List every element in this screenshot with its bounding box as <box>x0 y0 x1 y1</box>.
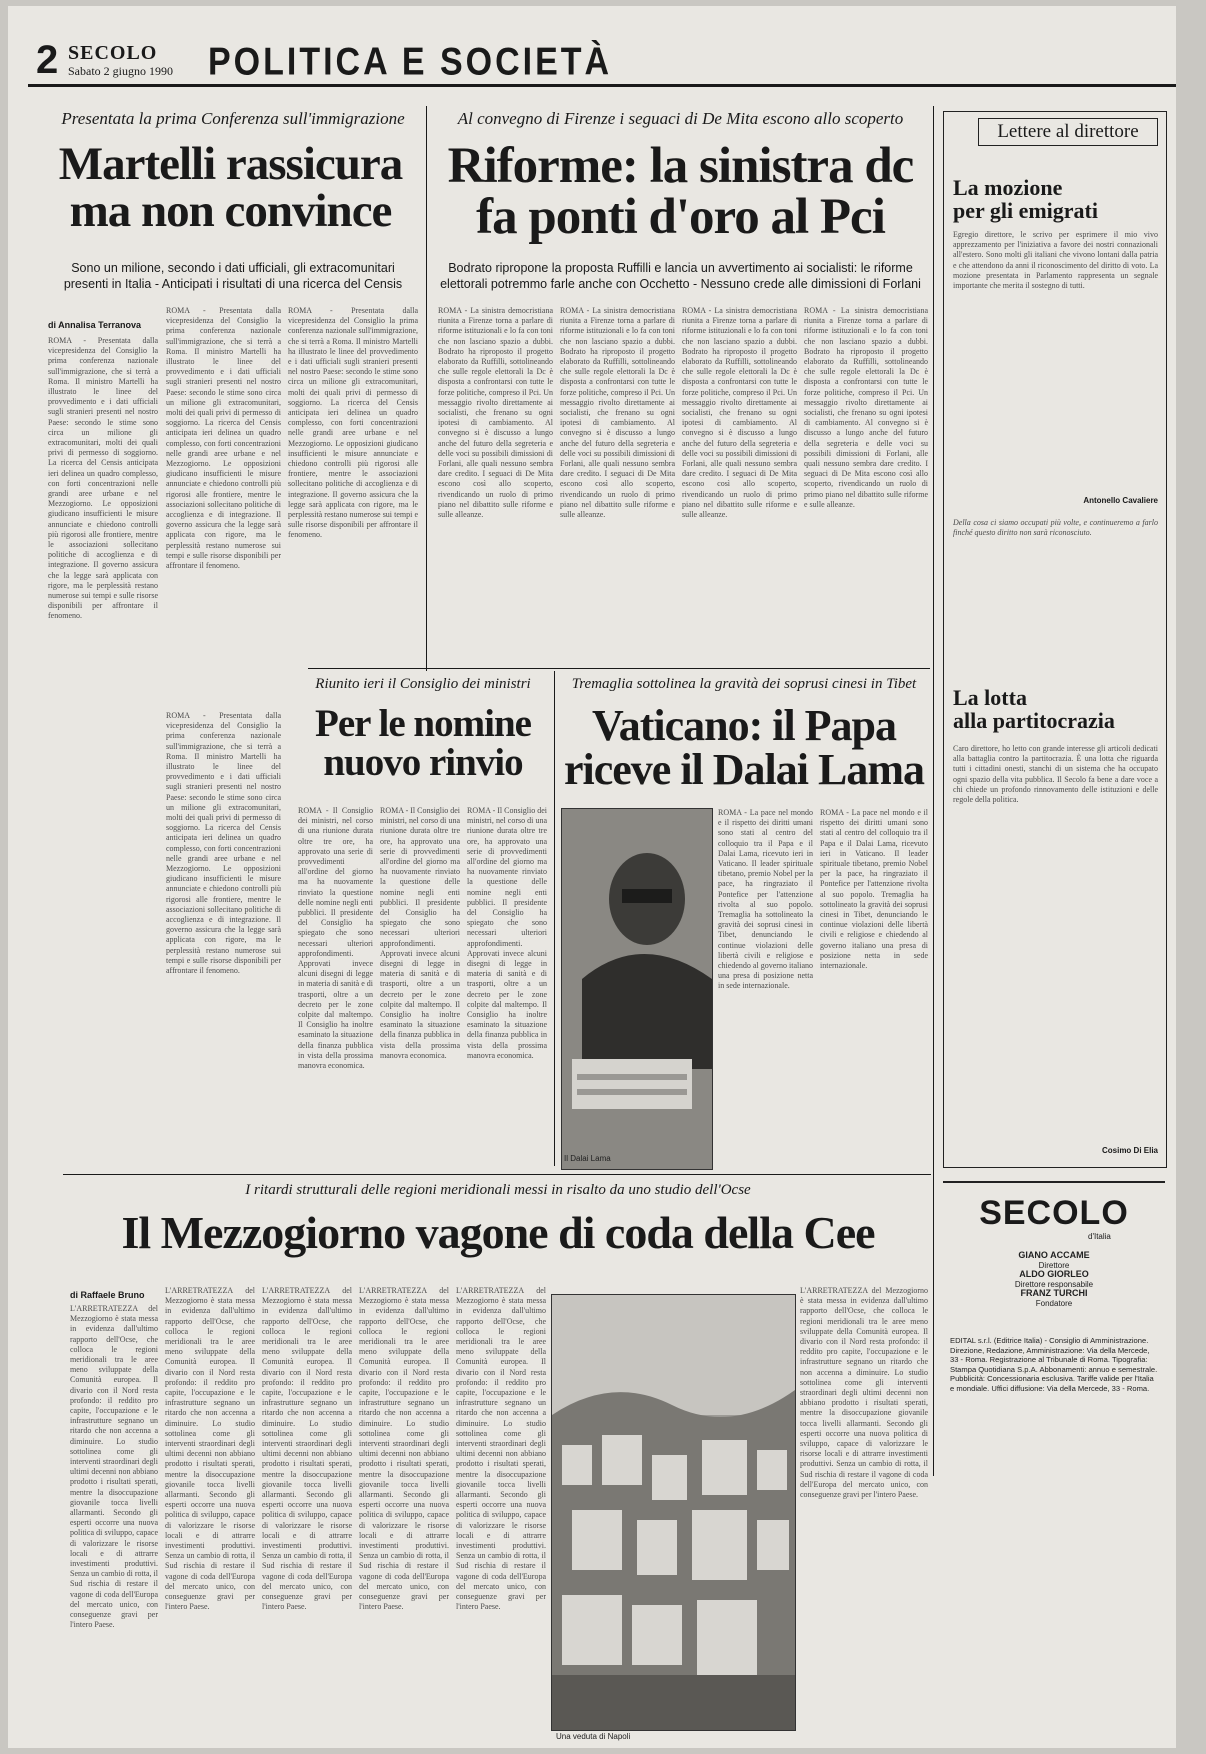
martelli-kicker: Presentata la prima Conferenza sull'immigrazione <box>61 109 405 128</box>
riforme-text-col4: ROMA - La sinistra democristiana riunita a Firenze torna a parlare di riforme istituzionali e lo fa con toni che non lasciano spazio a dubbi. Bodrato ha riproposto il progetto elaborato da Ruffilli, sottolineando che sulle regole elettorali la Dc è disposta a confrontarsi con tutte le forze politiche, compreso il Pci. Un messaggio rivolto direttamente ai socialisti, che frenano su ogni ipotesi di cambiamento. Al convegno si è discusso a lungo anche del futuro della segreteria e delle voci su possibili dimissioni di Forlani, alle quali nessuno sembra dare credito. I seguaci di De Mita escono così allo scoperto, rivendicando un ruolo di primo piano nel dibattito sulle riforme e sulle alleanze. <box>804 306 928 509</box>
credits-people <box>948 1251 1160 1308</box>
letter2-text: Caro direttore, ho letto con grande interesse gli articoli dedicati alla battaglia contro la partitocrazia. È una lotta che riguarda tutti i cittadini onesti, stanchi di un sistema che ha occupato ogni spazio della vita pubblica. Il Secolo fa bene a dare voce a chi chiede un profondo rinnovamento delle istituzioni e delle regole della politica. <box>953 744 1158 805</box>
nomine-headline <box>298 704 548 782</box>
nomine-text-col2: ROMA - Il Consiglio dei ministri, nel corso di una riunione durata oltre tre ore, ha approvato una serie di provvedimenti all'ordine del giorno ma ha nuovamente rinviato la questione delle nomine negli enti pubblici. Il presidente del Consiglio ha spiegato che sono necessari ulteriori approfondimenti. Approvati invece alcuni disegni di legge in materia di sanità e di trasporti, oltre a un decreto per le zone colpite dal maltempo. Il Consiglio ha inoltre esaminato la situazione della finanza pubblica in vista della prossima manovra economica. <box>380 806 460 1060</box>
mezzogiorno-kicker: I ritardi strutturali delle regioni meridionali messi in risalto da uno studio dell'Ocse <box>245 1182 751 1198</box>
martelli-headline <box>38 138 423 237</box>
letter2-sign: Cosimo Di Elia <box>1101 1146 1158 1155</box>
naples-caption: Una veduta di Napoli <box>556 1732 631 1741</box>
letter1-headline-line1: La mozione <box>953 175 1063 200</box>
credit-name: ALDO GIORLEO <box>1019 1269 1089 1279</box>
dalai-lama-caption: Il Dalai Lama <box>564 1154 611 1163</box>
vaticano-headline-line2: riceve il Dalai Lama <box>563 745 924 794</box>
credit-name: GIANO ACCAME <box>1018 1250 1090 1260</box>
vaticano-headline-line1: Vaticano: il Papa <box>591 701 897 750</box>
mezzogiorno-text-col2: L'ARRETRATEZZA del Mezzogiorno è stata messa in evidenza dall'ultimo rapporto dell'Ocse, che colloca le regioni meridionali tra le aree meno sviluppate della Comunità europea. Il divario con il Nord resta profondo: il reddito pro capite, l'occupazione e le infrastrutture segnano un ritardo che non accenna a diminuire. Lo studio sottolinea come gli interventi straordinari degli ultimi decenni non abbiano prodotto i risultati sperati, mentre la disoccupazione giovanile tocca livelli allarmanti. Secondo gli esperti occorre una nuova politica di sviluppo, capace di valorizzare le risorse locali e di attrarre investimenti produttivi. Senza un cambio di rotta, il Sud rischia di restare il vagone di coda dell'Europa del mercato unico, con conseguenze gravi per l'intero Paese. <box>165 1286 255 1612</box>
column-divider <box>933 106 934 1476</box>
letter1-text: Egregio direttore, le scrivo per esprimere il mio vivo apprezzamento per l'iniziativa a favore dei nostri connazionali all'estero. Sono molti gli italiani che vivono lontani dalla patria e che attendono da anni il riconoscimento del diritto di voto. La mozione presentata in Parlamento rappresenta un segnale importante che merita il sostegno di tutti. <box>953 230 1158 291</box>
nomine-headline-line1: Per le nomine <box>315 702 531 745</box>
letter1-sign: Antonello Cavaliere <box>1083 496 1158 505</box>
nomine-headline-line2: nuovo rinvio <box>323 741 523 784</box>
column-divider <box>554 671 555 1166</box>
letter2-headline <box>953 686 1153 732</box>
naples-photo <box>551 1294 796 1731</box>
page-number: 2 <box>36 38 59 82</box>
naples-photo-icon <box>552 1295 795 1730</box>
column-divider <box>426 106 427 671</box>
riforme-summary: Bodrato ripropone la proposta Ruffilli e lancia un avvertimento ai socialisti: le riforme elettorali potremmo farle anche con Occhetto - Nessuno crede alle dimissioni di Forlani <box>440 261 921 291</box>
mezzogiorno-byline: di Raffaele Bruno <box>70 1290 145 1300</box>
martelli-byline: di Annalisa Terranova <box>48 320 142 330</box>
newspaper-name: SECOLO <box>68 42 158 64</box>
riforme-text-col3: ROMA - La sinistra democristiana riunita a Firenze torna a parlare di riforme istituzionali e lo fa con toni che non lasciano spazio a dubbi. Bodrato ha riproposto il progetto elaborato da Ruffilli, sottolineando che sulle regole elettorali la Dc è disposta a confrontarsi con tutte le forze politiche, compreso il Pci. Un messaggio rivolto direttamente ai socialisti, che frenano su ogni ipotesi di cambiamento. Al convegno si è discusso a lungo anche del futuro della segreteria e delle voci su possibili dimissioni di Forlani, alle quali nessuno sembra dare credito. I seguaci di De Mita escono così allo scoperto, rivendicando un ruolo di primo piano nel dibattito sulle riforme e sulle alleanze. <box>682 306 797 520</box>
mezzogiorno-text-col4: L'ARRETRATEZZA del Mezzogiorno è stata messa in evidenza dall'ultimo rapporto dell'Ocse, che colloca le regioni meridionali tra le aree meno sviluppate della Comunità europea. Il divario con il Nord resta profondo: il reddito pro capite, l'occupazione e le infrastrutture segnano un ritardo che non accenna a diminuire. Lo studio sottolinea come gli interventi straordinari degli ultimi decenni non abbiano prodotto i risultati sperati, mentre la disoccupazione giovanile tocca livelli allarmanti. Secondo gli esperti occorre una nuova politica di sviluppo, capace di valorizzare le risorse locali e di attrarre investimenti produttivi. Senza un cambio di rotta, il Sud rischia di restare il vagone di coda dell'Europa del mercato unico, con conseguenze gravi per l'intero Paese. <box>359 1286 449 1612</box>
vaticano-text-col2: ROMA - La pace nel mondo e il rispetto dei diritti umani sono stati al centro del colloquio tra il Papa e il Dalai Lama, ricevuto ieri in Vaticano. Il leader spirituale tibetano, premio Nobel per la pace, ha ringraziato il Pontefice per l'attenzione rivolta al suo popolo. Tremaglia ha sottolineato la gravità dei soprusi cinesi in Tibet, denunciando le continue violazioni delle libertà civili e religiose e chiedendo al governo italiano una presa di posizione netta in sede internazionale. <box>820 808 928 971</box>
riforme-text-col1: ROMA - La sinistra democristiana riunita a Firenze torna a parlare di riforme istituzionali e lo fa con toni che non lasciano spazio a dubbi. Bodrato ha riproposto il progetto elaborato da Ruffilli, sottolineando che sulle regole elettorali la Dc è disposta a confrontarsi con tutte le forze politiche, compreso il Pci. Un messaggio rivolto direttamente ai socialisti, che frenano su ogni ipotesi di cambiamento. Al convegno si è discusso a lungo anche del futuro della segreteria e delle voci su possibili dimissioni di Forlani, alle quali nessuno sembra dare credito. I seguaci di De Mita escono così allo scoperto, rivendicando un ruolo di primo piano nel dibattito sulle riforme e sulle alleanze. <box>438 306 553 520</box>
riforme-headline-line1: Riforme: la sinistra dc <box>447 138 914 194</box>
issue-date: Sabato 2 giugno 1990 <box>68 64 173 78</box>
riforme-text-col2: ROMA - La sinistra democristiana riunita a Firenze torna a parlare di riforme istituzionali e lo fa con toni che non lasciano spazio a dubbi. Bodrato ha riproposto il progetto elaborato da Ruffilli, sottolineando che sulle regole elettorali la Dc è disposta a confrontarsi con tutte le forze politiche, compreso il Pci. Un messaggio rivolto direttamente ai socialisti, che frenano su ogni ipotesi di cambiamento. Al convegno si è discusso a lungo anche del futuro della segreteria e delle voci su possibili dimissioni di Forlani, alle quali nessuno sembra dare credito. I seguaci di De Mita escono così allo scoperto, rivendicando un ruolo di primo piano nel dibattito sulle riforme e sulle alleanze. <box>560 306 675 520</box>
letter1-reply: Della cosa ci siamo occupati più volte, e continueremo a farlo finché questo diritto non sarà riconosciuto. <box>953 518 1158 538</box>
martelli-text-col1: ROMA - Presentata dalla vicepresidenza del Consiglio la prima conferenza nazionale sull'immigrazione, che si terrà a Roma. Il ministro Martelli ha illustrato le linee del provvedimento e i dati ufficiali sugli stranieri presenti nel nostro Paese: secondo le stime sono circa un milione gli extracomunitari, molti dei quali privi di permesso di soggiorno. La ricerca del Censis anticipata ieri delinea un quadro complesso, con forti concentrazioni nelle grandi aree urbane e nel Mezzogiorno. Le opposizioni giudicano insufficienti le misure annunciate e chiedono controlli più rigorosi alle frontiere, mentre le associazioni sollecitano politiche di accoglienza e di integrazione. Il governo assicura che la legge sarà applicata con rigore, ma le perplessità restano numerose sui tempi e sulle risorse disponibili per affrontare il fenomeno. <box>48 336 158 621</box>
nomine-text-col3: ROMA - Il Consiglio dei ministri, nel corso di una riunione durata oltre tre ore, ha approvato una serie di provvedimenti all'ordine del giorno ma ha nuovamente rinviato la questione delle nomine negli enti pubblici. Il presidente del Consiglio ha spiegato che sono necessari ulteriori approfondimenti. Approvati invece alcuni disegni di legge in materia di sanità e di trasporti, oltre a un decreto per le zone colpite dal maltempo. Il Consiglio ha inoltre esaminato la situazione della finanza pubblica in vista della prossima manovra economica. <box>467 806 547 1060</box>
credit-role: Fondatore <box>1035 1298 1073 1308</box>
credits-logo-sub: d'Italia <box>1088 1232 1111 1241</box>
letter2-headline-line2: alla partitocrazia <box>953 708 1115 734</box>
martelli-headline-line1: Martelli rassicura <box>58 138 403 190</box>
horizontal-rule <box>308 668 930 669</box>
riforme-headline <box>433 138 928 245</box>
martelli-summary: Sono un milione, secondo i dati ufficiali, gli extracomunitari presenti in Italia - Anticipati i risultati di una ricerca del Censis <box>63 261 403 291</box>
nomine-kicker: Riunito ieri il Consiglio dei ministri <box>315 676 531 692</box>
credit-role: Direttore <box>1038 1260 1070 1270</box>
mezzogiorno-text-col3: L'ARRETRATEZZA del Mezzogiorno è stata messa in evidenza dall'ultimo rapporto dell'Ocse, che colloca le regioni meridionali tra le aree meno sviluppate della Comunità europea. Il divario con il Nord resta profondo: il reddito pro capite, l'occupazione e le infrastrutture segnano un ritardo che non accenna a diminuire. Lo studio sottolinea come gli interventi straordinari degli ultimi decenni non abbiano prodotto i risultati sperati, mentre la disoccupazione giovanile tocca livelli allarmanti. Secondo gli esperti occorre una nuova politica di sviluppo, capace di valorizzare le risorse locali e di attrarre investimenti produttivi. Senza un cambio di rotta, il Sud rischia di restare il vagone di coda dell'Europa del mercato unico, con conseguenze gravi per l'intero Paese. <box>262 1286 352 1612</box>
credits-logo: SECOLO <box>979 1194 1129 1232</box>
martelli-headline-line2: ma non convince <box>69 185 392 237</box>
dalai-lama-photo-icon <box>562 809 712 1169</box>
riforme-kicker: Al convegno di Firenze i seguaci di De Mita escono allo scoperto <box>457 109 904 128</box>
dalai-lama-photo <box>561 808 713 1170</box>
credit-role: Direttore responsabile <box>1014 1279 1094 1289</box>
credits-text: EDITAL s.r.l. (Editrice Italia) - Consiglio di Amministrazione. Direzione, Redazione, Amministrazione: Via della Mercede, 33 - Roma. Registrazione al Tribunale di Roma. Tipografia: Stampa Quotidiana S.p.A. Abbonamenti: annuo e semestrale. Pubblicità: Concessionaria esclusiva. Tariffe valide per l'Italia e mondiale. Uffici diffusione: Via della Mercede, 33 - Roma. <box>950 1336 1158 1393</box>
martelli-text-col4: ROMA - Presentata dalla vicepresidenza del Consiglio la prima conferenza nazionale sull'immigrazione, che si terrà a Roma. Il ministro Martelli ha illustrato le linee del provvedimento e i dati ufficiali sugli stranieri presenti nel nostro Paese: secondo le stime sono circa un milione gli extracomunitari, molti dei quali privi di permesso di soggiorno. La ricerca del Censis anticipata ieri delinea un quadro complesso, con forti concentrazioni nelle grandi aree urbane e nel Mezzogiorno. Le opposizioni giudicano insufficienti le misure annunciate e chiedono controlli più rigorosi alle frontiere, mentre le associazioni sollecitano politiche di accoglienza e di integrazione. Il governo assicura che la legge sarà applicata con rigore, ma le perplessità restano numerose sui tempi e sulle risorse disponibili per affrontare il fenomeno. <box>166 711 281 976</box>
mezzogiorno-headline: Il Mezzogiorno vagone di coda della Cee <box>121 1207 875 1258</box>
martelli-text-col3: ROMA - Presentata dalla vicepresidenza del Consiglio la prima conferenza nazionale sull'immigrazione, che si terrà a Roma. Il ministro Martelli ha illustrato le linee del provvedimento e i dati ufficiali sugli stranieri presenti nel nostro Paese: secondo le stime sono circa un milione gli extracomunitari, molti dei quali privi di permesso di soggiorno. La ricerca del Censis anticipata ieri delinea un quadro complesso, con forti concentrazioni nelle grandi aree urbane e nel Mezzogiorno. Le opposizioni giudicano insufficienti le misure annunciate e chiedono controlli più rigorosi alle frontiere, mentre le associazioni sollecitano politiche di accoglienza e di integrazione. Il governo assicura che la legge sarà applicata con rigore, ma le perplessità restano numerose sui tempi e sulle risorse disponibili per affrontare il fenomeno. <box>288 306 418 540</box>
horizontal-rule <box>63 1174 931 1175</box>
letter1-headline-line2: per gli emigrati <box>953 198 1098 224</box>
riforme-headline-line2: fa ponti d'oro al Pci <box>476 189 885 245</box>
mezzogiorno-text-col6: L'ARRETRATEZZA del Mezzogiorno è stata messa in evidenza dall'ultimo rapporto dell'Ocse, che colloca le regioni meridionali tra le aree meno sviluppate della Comunità europea. Il divario con il Nord resta profondo: il reddito pro capite, l'occupazione e le infrastrutture segnano un ritardo che non accenna a diminuire. Lo studio sottolinea come gli interventi straordinari degli ultimi decenni non abbiano prodotto i risultati sperati, mentre la disoccupazione giovanile tocca livelli allarmanti. Secondo gli esperti occorre una nuova politica di sviluppo, capace di valorizzare le risorse locali e di attrarre investimenti produttivi. Senza un cambio di rotta, il Sud rischia di restare il vagone di coda dell'Europa del mercato unico, con conseguenze gravi per l'intero Paese. <box>800 1286 928 1500</box>
vaticano-text-col1: ROMA - La pace nel mondo e il rispetto dei diritti umani sono stati al centro del colloquio tra il Papa e il Dalai Lama, ricevuto ieri in Vaticano. Il leader spirituale tibetano, premio Nobel per la pace, ha ringraziato il Pontefice per l'attenzione rivolta al suo popolo. Tremaglia ha sottolineato la gravità dei soprusi cinesi in Tibet, denunciando le continue violazioni delle libertà civili e religiose e chiedendo al governo italiano una presa di posizione netta in sede internazionale. <box>718 808 813 991</box>
nomine-text-col1: ROMA - Il Consiglio dei ministri, nel corso di una riunione durata oltre tre ore, ha approvato una serie di provvedimenti all'ordine del giorno ma ha nuovamente rinviato la questione delle nomine negli enti pubblici. Il presidente del Consiglio ha spiegato che sono necessari ulteriori approfondimenti. Approvati invece alcuni disegni di legge in materia di sanità e di trasporti, oltre a un decreto per le zone colpite dal maltempo. Il Consiglio ha inoltre esaminato la situazione della finanza pubblica in vista della prossima manovra economica. <box>298 806 373 1071</box>
letter1-headline <box>953 176 1153 222</box>
martelli-text-col2: ROMA - Presentata dalla vicepresidenza del Consiglio la prima conferenza nazionale sull'immigrazione, che si terrà a Roma. Il ministro Martelli ha illustrato le linee del provvedimento e i dati ufficiali sugli stranieri presenti nel nostro Paese: secondo le stime sono circa un milione gli extracomunitari, molti dei quali privi di permesso di soggiorno. La ricerca del Censis anticipata ieri delinea un quadro complesso, con forti concentrazioni nelle grandi aree urbane e nel Mezzogiorno. Le opposizioni giudicano insufficienti le misure annunciate e chiedono controlli più rigorosi alle frontiere, mentre le associazioni sollecitano politiche di accoglienza e di integrazione. Il governo assicura che la legge sarà applicata con rigore, ma le perplessità restano numerose sui tempi e sulle risorse disponibili per affrontare il fenomeno. <box>166 306 281 571</box>
newspaper-page <box>8 6 1176 1748</box>
vaticano-headline <box>560 701 928 794</box>
credit-name: FRANZ TURCHI <box>1020 1288 1088 1298</box>
masthead-rule <box>28 84 1176 87</box>
section-title: POLITICA E SOCIETÀ <box>208 40 613 84</box>
letter2-headline-line1: La lotta <box>953 685 1027 710</box>
mezzogiorno-text-col1: L'ARRETRATEZZA del Mezzogiorno è stata messa in evidenza dall'ultimo rapporto dell'Ocse, che colloca le regioni meridionali tra le aree meno sviluppate della Comunità europea. Il divario con il Nord resta profondo: il reddito pro capite, l'occupazione e le infrastrutture segnano un ritardo che non accenna a diminuire. Lo studio sottolinea come gli interventi straordinari degli ultimi decenni non abbiano prodotto i risultati sperati, mentre la disoccupazione giovanile tocca livelli allarmanti. Secondo gli esperti occorre una nuova politica di sviluppo, capace di valorizzare le risorse locali e di attrarre investimenti produttivi. Senza un cambio di rotta, il Sud rischia di restare il vagone di coda dell'Europa del mercato unico, con conseguenze gravi per l'intero Paese. <box>70 1304 158 1630</box>
letters-title: Lettere al direttore <box>978 118 1158 146</box>
mezzogiorno-text-col5: L'ARRETRATEZZA del Mezzogiorno è stata messa in evidenza dall'ultimo rapporto dell'Ocse, che colloca le regioni meridionali tra le aree meno sviluppate della Comunità europea. Il divario con il Nord resta profondo: il reddito pro capite, l'occupazione e le infrastrutture segnano un ritardo che non accenna a diminuire. Lo studio sottolinea come gli interventi straordinari degli ultimi decenni non abbiano prodotto i risultati sperati, mentre la disoccupazione giovanile tocca livelli allarmanti. Secondo gli esperti occorre una nuova politica di sviluppo, capace di valorizzare le risorse locali e di attrarre investimenti produttivi. Senza un cambio di rotta, il Sud rischia di restare il vagone di coda dell'Europa del mercato unico, con conseguenze gravi per l'intero Paese. <box>456 1286 546 1612</box>
vaticano-kicker: Tremaglia sottolinea la gravità dei soprusi cinesi in Tibet <box>571 676 917 692</box>
